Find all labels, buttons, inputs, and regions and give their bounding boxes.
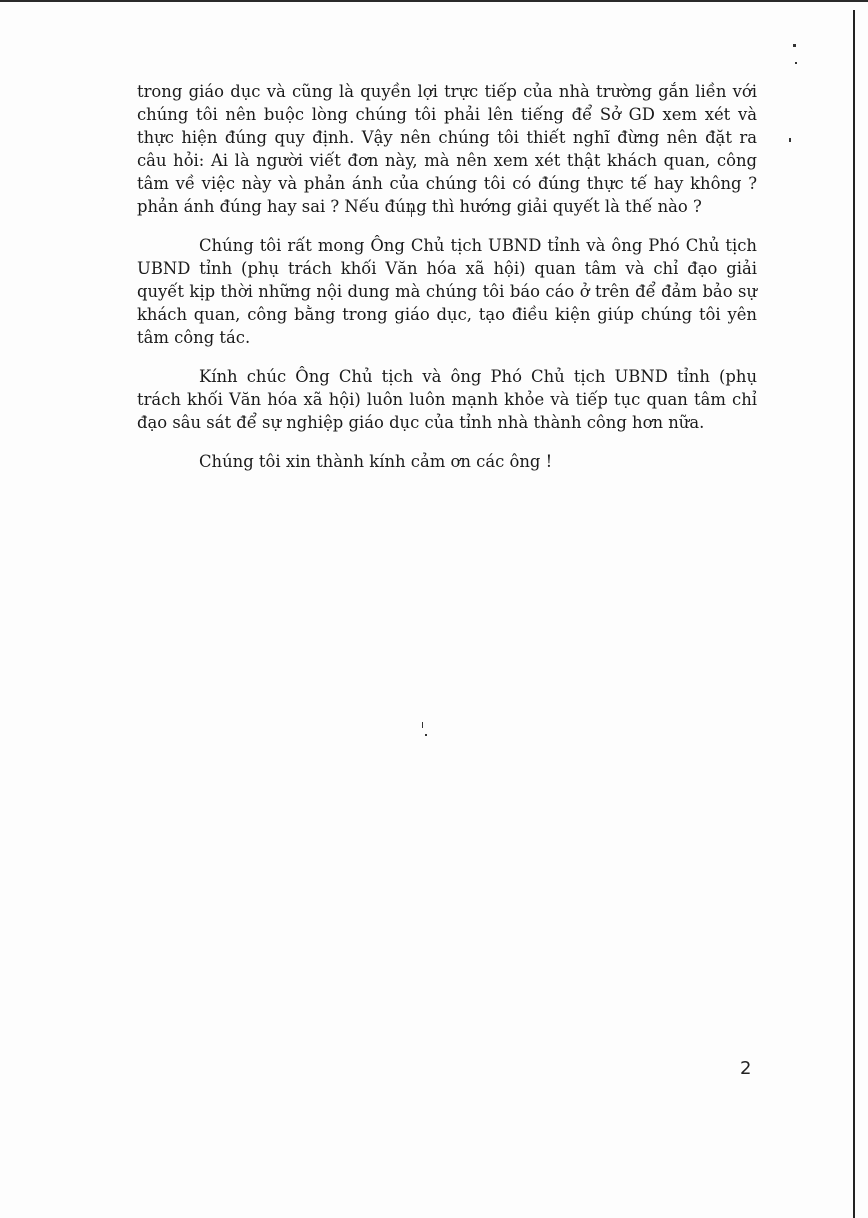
scan-speck (425, 734, 427, 736)
scan-top-border (0, 0, 868, 2)
paragraph-wishes: Kính chúc Ông Chủ tịch và ông Phó Chủ tịch UBND tỉnh (phụ trách khối Văn hóa xã hội) luôn luôn mạnh khỏe và tiếp tục quan tâm chỉ đạo sâu sát để sự nghiệp giáo dục của tỉnh nhà thành công hơn nữa. (137, 367, 757, 432)
scan-right-border (853, 10, 855, 1218)
letter-body (137, 80, 757, 489)
scan-speck (795, 62, 797, 64)
paragraph-continuation: trong giáo dục và cũng là quyền lợi trực tiếp của nhà trường gắn liền với chúng tôi nên buộc lòng chúng tôi phải lên tiếng để Sở GD xem xét và thực hiện đúng quy định. Vậy nên chúng tôi thiết nghĩ đừng nên đặt ra câu hỏi: Ai là người viết đơn này, mà nên xem xét thật khách quan, công tâm về việc này và phản ánh của chúng tôi có đúng thực tế hay không ? phản ánh đúng hay sai ? Nếu đúng thì hướng giải quyết là thế nào ? (137, 82, 757, 216)
scan-speck (422, 722, 423, 728)
page-number: 2 (740, 1058, 752, 1079)
paragraph-request: Chúng tôi rất mong Ông Chủ tịch UBND tỉnh và ông Phó Chủ tịch UBND tỉnh (phụ trách khối Văn hóa xã hội) quan tâm và chỉ đạo giải quyết kịp thời những nội dung mà chúng tôi báo cáo ở trên để đảm bảo sự khách quan, công bằng trong giáo dục, tạo điều kiện giúp chúng tôi yên tâm công tác. (137, 236, 757, 347)
scan-speck (793, 44, 796, 47)
scan-speck (789, 138, 791, 142)
paragraph-thanks: Chúng tôi xin thành kính cảm ơn các ông ! (199, 452, 553, 471)
